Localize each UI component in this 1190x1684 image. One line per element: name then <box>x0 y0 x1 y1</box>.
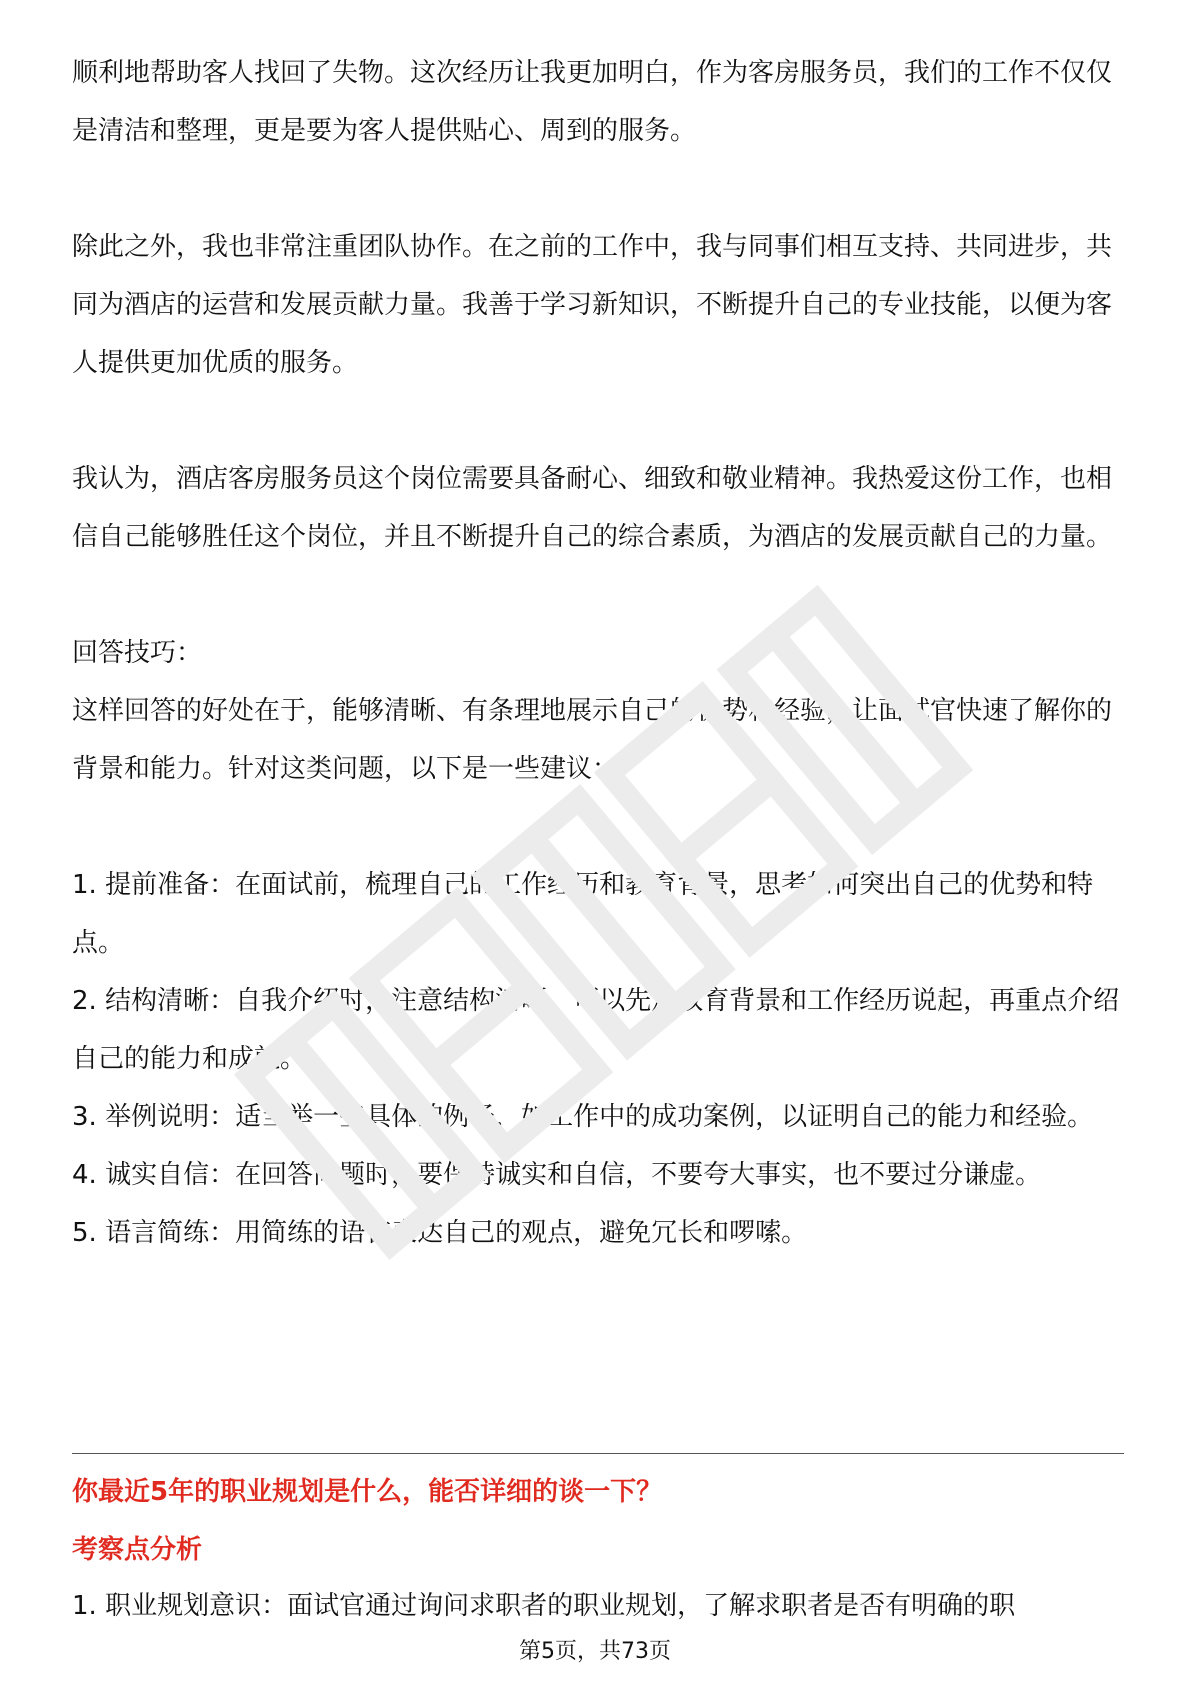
tip-item-5: 5. 语言简练：用简练的语言表达自己的观点，避免冗长和啰嗦。 <box>72 1218 808 1248</box>
analysis-point-1: 1. 职业规划意识：面试官通过询问求职者的职业规划，了解求职者是否有明确的职 <box>72 1591 1016 1621</box>
paragraph-2: 除此之外，我也非常注重团队协作。在之前的工作中，我与同事们相互支持、共同进步，共同为酒店的运营和发展贡献力量。我善于学习新知识，不断提升自己的专业技能，以便为客人提供更加优质的服务。 <box>72 232 1113 378</box>
paragraph-1: 顺利地帮助客人找回了失物。这次经历让我更加明白，作为客房服务员，我们的工作不仅仅是清洁和整理，更是要为客人提供贴心、周到的服务。 <box>72 58 1113 146</box>
tip-item-2: 2. 结构清晰：自我介绍时，注意结构清晰，可以先从教育背景和工作经历说起，再重点介绍自己的能力和成就。 <box>72 986 1120 1074</box>
analysis-heading: 考察点分析 <box>72 1535 203 1565</box>
tips-intro: 这样回答的好处在于，能够清晰、有条理地展示自己的优势和经验，让面试官快速了解你的背景和能力。针对这类问题，以下是一些建议： <box>72 696 1113 784</box>
tip-item-4: 4. 诚实自信：在回答问题时，要保持诚实和自信，不要夸大事实，也不要过分谦虚。 <box>72 1160 1042 1190</box>
section-divider <box>72 1453 1124 1454</box>
document-body <box>72 44 1124 1262</box>
tip-item-1: 1. 提前准备：在面试前，梳理自己的工作经历和教育背景，思考如何突出自己的优势和特点。 <box>72 870 1094 958</box>
page-number: 第5页，共73页 <box>519 1639 671 1664</box>
paragraph-3: 我认为，酒店客房服务员这个岗位需要具备耐心、细致和敬业精神。我热爱这份工作，也相信自己能够胜任这个岗位，并且不断提升自己的综合素质，为酒店的发展贡献自己的力量。 <box>72 464 1113 552</box>
question-title: 你最近5年的职业规划是什么，能否详细的谈一下？ <box>72 1477 663 1507</box>
tips-heading: 回答技巧： <box>72 638 203 668</box>
tip-item-3: 3. 举例说明：适当举一些具体的例子，如工作中的成功案例，以证明自己的能力和经验。 <box>72 1102 1094 1132</box>
